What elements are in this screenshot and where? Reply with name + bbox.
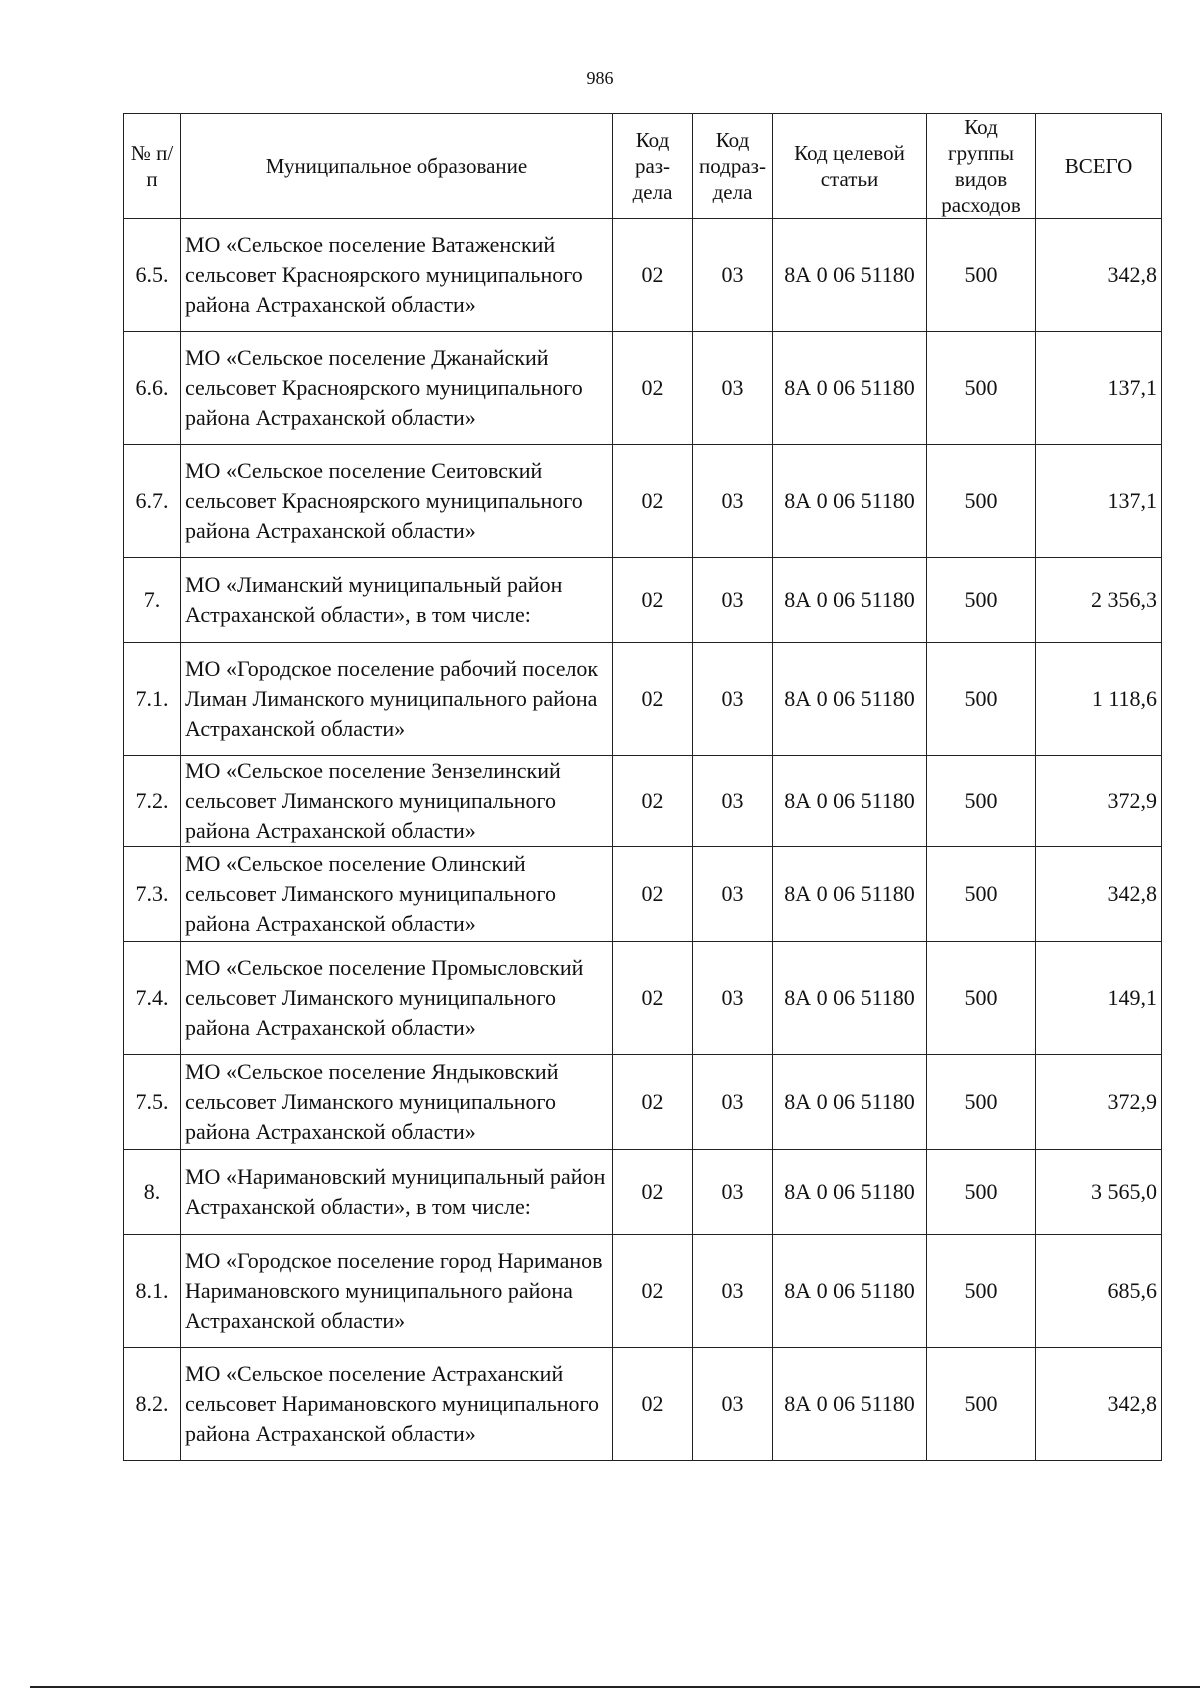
cell-podrazdel: 03 bbox=[693, 1235, 773, 1348]
cell-group: 500 bbox=[927, 332, 1036, 445]
table-header-row bbox=[124, 114, 1162, 219]
cell-num: 7.3. bbox=[124, 847, 181, 942]
cell-podrazdel: 03 bbox=[693, 1150, 773, 1235]
cell-name: МО «Городское поселение рабочий поселок Лиман Лиманского муниципального района Астраханской области» bbox=[181, 643, 613, 756]
header-name: Муниципальное образование bbox=[181, 114, 613, 219]
cell-total: 1 118,6 bbox=[1036, 643, 1162, 756]
cell-group: 500 bbox=[927, 1235, 1036, 1348]
cell-target: 8А 0 06 51180 bbox=[773, 558, 927, 643]
cell-razdel: 02 bbox=[613, 1150, 693, 1235]
cell-target: 8А 0 06 51180 bbox=[773, 1150, 927, 1235]
table-row bbox=[124, 643, 1162, 756]
cell-num: 6.6. bbox=[124, 332, 181, 445]
header-target: Код целевой статьи bbox=[773, 114, 927, 219]
cell-target: 8А 0 06 51180 bbox=[773, 643, 927, 756]
cell-target: 8А 0 06 51180 bbox=[773, 1055, 927, 1150]
cell-podrazdel: 03 bbox=[693, 1055, 773, 1150]
cell-podrazdel: 03 bbox=[693, 756, 773, 847]
cell-razdel: 02 bbox=[613, 756, 693, 847]
cell-total: 137,1 bbox=[1036, 332, 1162, 445]
cell-target: 8А 0 06 51180 bbox=[773, 332, 927, 445]
cell-name: МО «Сельское поселение Олинский сельсовет Лиманского муниципального района Астраханской области» bbox=[181, 847, 613, 942]
cell-group: 500 bbox=[927, 942, 1036, 1055]
cell-group: 500 bbox=[927, 1150, 1036, 1235]
cell-name: МО «Наримановский муниципальный район Астраханской области», в том числе: bbox=[181, 1150, 613, 1235]
table-row bbox=[124, 1348, 1162, 1461]
cell-razdel: 02 bbox=[613, 445, 693, 558]
cell-group: 500 bbox=[927, 219, 1036, 332]
cell-group: 500 bbox=[927, 1348, 1036, 1461]
cell-razdel: 02 bbox=[613, 332, 693, 445]
cell-num: 6.5. bbox=[124, 219, 181, 332]
cell-name: МО «Сельское поселение Яндыковский сельсовет Лиманского муниципального района Астраханской области» bbox=[181, 1055, 613, 1150]
header-razdel: Код раз- дела bbox=[613, 114, 693, 219]
cell-group: 500 bbox=[927, 558, 1036, 643]
table-row bbox=[124, 219, 1162, 332]
cell-num: 7.2. bbox=[124, 756, 181, 847]
header-group: Код группы видов расходов bbox=[927, 114, 1036, 219]
cell-podrazdel: 03 bbox=[693, 332, 773, 445]
cell-total: 342,8 bbox=[1036, 219, 1162, 332]
cell-group: 500 bbox=[927, 847, 1036, 942]
cell-podrazdel: 03 bbox=[693, 445, 773, 558]
table-row bbox=[124, 445, 1162, 558]
cell-target: 8А 0 06 51180 bbox=[773, 942, 927, 1055]
cell-num: 7.5. bbox=[124, 1055, 181, 1150]
cell-razdel: 02 bbox=[613, 1055, 693, 1150]
table-row bbox=[124, 1150, 1162, 1235]
cell-razdel: 02 bbox=[613, 1235, 693, 1348]
cell-total: 149,1 bbox=[1036, 942, 1162, 1055]
budget-allocation-table bbox=[123, 113, 1162, 1461]
header-podrazdel: Код подраз- дела bbox=[693, 114, 773, 219]
table-row bbox=[124, 1055, 1162, 1150]
cell-name: МО «Лиманский муниципальный район Астраханской области», в том числе: bbox=[181, 558, 613, 643]
cell-num: 8.1. bbox=[124, 1235, 181, 1348]
cell-total: 137,1 bbox=[1036, 445, 1162, 558]
cell-razdel: 02 bbox=[613, 942, 693, 1055]
cell-total: 372,9 bbox=[1036, 1055, 1162, 1150]
table-row bbox=[124, 847, 1162, 942]
cell-num: 7. bbox=[124, 558, 181, 643]
cell-total: 2 356,3 bbox=[1036, 558, 1162, 643]
table-row bbox=[124, 1235, 1162, 1348]
cell-total: 3 565,0 bbox=[1036, 1150, 1162, 1235]
cell-name: МО «Сельское поселение Сеитовский сельсовет Красноярского муниципального района Астраханской области» bbox=[181, 445, 613, 558]
table-row bbox=[124, 558, 1162, 643]
cell-target: 8А 0 06 51180 bbox=[773, 1348, 927, 1461]
cell-target: 8А 0 06 51180 bbox=[773, 219, 927, 332]
table-row bbox=[124, 942, 1162, 1055]
cell-podrazdel: 03 bbox=[693, 219, 773, 332]
bottom-rule bbox=[30, 1686, 1200, 1688]
cell-group: 500 bbox=[927, 445, 1036, 558]
page-number: 986 bbox=[586, 68, 614, 88]
cell-razdel: 02 bbox=[613, 558, 693, 643]
cell-podrazdel: 03 bbox=[693, 1348, 773, 1461]
cell-podrazdel: 03 bbox=[693, 847, 773, 942]
table-row bbox=[124, 332, 1162, 445]
cell-num: 6.7. bbox=[124, 445, 181, 558]
cell-podrazdel: 03 bbox=[693, 942, 773, 1055]
cell-razdel: 02 bbox=[613, 219, 693, 332]
cell-target: 8А 0 06 51180 bbox=[773, 756, 927, 847]
cell-podrazdel: 03 bbox=[693, 643, 773, 756]
cell-total: 372,9 bbox=[1036, 756, 1162, 847]
cell-razdel: 02 bbox=[613, 643, 693, 756]
table-row bbox=[124, 756, 1162, 847]
cell-name: МО «Городское поселение город Нариманов Наримановского муниципального района Астраханской области» bbox=[181, 1235, 613, 1348]
header-num: № п/п bbox=[124, 114, 181, 219]
cell-name: МО «Сельское поселение Ватаженский сельсовет Красноярского муниципального района Астраханской области» bbox=[181, 219, 613, 332]
cell-target: 8А 0 06 51180 bbox=[773, 445, 927, 558]
cell-total: 342,8 bbox=[1036, 847, 1162, 942]
cell-group: 500 bbox=[927, 1055, 1036, 1150]
cell-podrazdel: 03 bbox=[693, 558, 773, 643]
cell-num: 8.2. bbox=[124, 1348, 181, 1461]
cell-total: 342,8 bbox=[1036, 1348, 1162, 1461]
cell-razdel: 02 bbox=[613, 847, 693, 942]
cell-name: МО «Сельское поселение Астраханский сельсовет Наримановского муниципального района Астраханской области» bbox=[181, 1348, 613, 1461]
cell-total: 685,6 bbox=[1036, 1235, 1162, 1348]
cell-target: 8А 0 06 51180 bbox=[773, 1235, 927, 1348]
cell-group: 500 bbox=[927, 756, 1036, 847]
cell-name: МО «Сельское поселение Промысловский сельсовет Лиманского муниципального района Астраханской области» bbox=[181, 942, 613, 1055]
cell-razdel: 02 bbox=[613, 1348, 693, 1461]
cell-num: 7.1. bbox=[124, 643, 181, 756]
cell-group: 500 bbox=[927, 643, 1036, 756]
cell-name: МО «Сельское поселение Зензелинский сельсовет Лиманского муниципального района Астраханской области» bbox=[181, 756, 613, 847]
cell-target: 8А 0 06 51180 bbox=[773, 847, 927, 942]
header-total: ВСЕГО bbox=[1036, 114, 1162, 219]
cell-name: МО «Сельское поселение Джанайский сельсовет Красноярского муниципального района Астраханской области» bbox=[181, 332, 613, 445]
cell-num: 8. bbox=[124, 1150, 181, 1235]
cell-num: 7.4. bbox=[124, 942, 181, 1055]
